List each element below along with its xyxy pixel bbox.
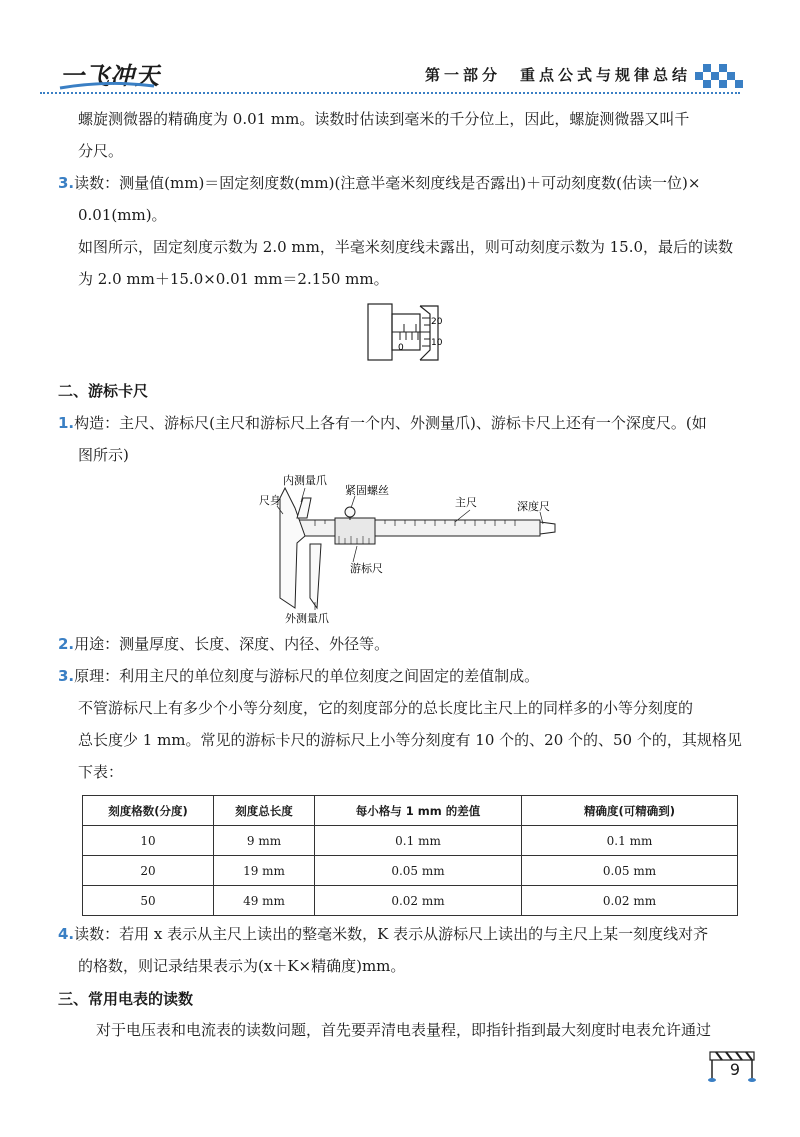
table-cell: 0.1 mm xyxy=(315,826,522,856)
table-cell: 0.02 mm xyxy=(315,886,522,916)
table-row xyxy=(83,886,738,916)
tick-label-20: 20 xyxy=(431,317,443,327)
table-cell: 9 mm xyxy=(214,826,315,856)
column-header: 每小格与 1 mm 的差值 xyxy=(315,796,522,826)
text-line: 对于电压表和电流表的读数问题，首先要弄清电表量程，即指针指到最大刻度时电表允许通过 xyxy=(96,1021,712,1039)
tick-label-0: 0 xyxy=(398,343,404,353)
paragraph xyxy=(78,231,748,295)
caliper-figure xyxy=(255,468,565,628)
text-line: 0.01(mm)。 xyxy=(78,206,167,224)
column-header: 刻度总长度 xyxy=(214,796,315,826)
brand-swoosh xyxy=(58,82,158,92)
item-number: 4. xyxy=(58,925,75,943)
item-number: 1. xyxy=(58,414,75,432)
label-main-scale: 主尺 xyxy=(455,496,477,509)
text-line: 分尺。 xyxy=(78,142,124,160)
text-line: 用途：测量厚度、长度、深度、内径、外径等。 xyxy=(74,635,390,653)
item-number: 3. xyxy=(58,174,75,192)
list-item xyxy=(58,167,748,231)
label-inner-jaw: 内测量爪 xyxy=(283,474,327,487)
table-cell: 0.05 mm xyxy=(315,856,522,886)
label-vernier: 游标尺 xyxy=(350,562,383,575)
list-item xyxy=(58,918,748,982)
tick-label-10: 10 xyxy=(431,338,443,348)
text-line: 不管游标尺上有多少个小等分刻度，它的刻度部分的总长度比主尺上的同样多的小等分刻度的 xyxy=(78,699,694,717)
brand-title: 一飞冲天 xyxy=(60,62,160,90)
text-line: 读数：测量值(mm)＝固定刻度数(mm)(注意半毫米刻度线是否露出)＋可动刻度数(估读一位)× xyxy=(74,174,701,192)
item-number: 2. xyxy=(58,635,75,653)
text-line: 下表： xyxy=(78,763,124,781)
text-line: 如图所示，固定刻度示数为 2.0 mm，半毫米刻度线未露出，则可动刻度示数为 15.0，最后的读数 xyxy=(78,238,734,256)
micrometer-figure xyxy=(360,298,460,370)
table-cell: 20 xyxy=(83,856,214,886)
column-header: 精确度(可精确到) xyxy=(522,796,738,826)
item-number: 3. xyxy=(58,667,75,685)
label-outer-jaw: 外测量爪 xyxy=(285,612,329,625)
table-cell: 10 xyxy=(83,826,214,856)
text-line: 的格数，则记录结果表示为(x＋K×精确度)mm。 xyxy=(78,957,406,975)
column-header: 刻度格数(分度) xyxy=(83,796,214,826)
table-row xyxy=(83,856,738,886)
paragraph xyxy=(96,1014,756,1046)
label-depth: 深度尺 xyxy=(517,500,550,513)
list-item xyxy=(58,660,748,692)
paragraph xyxy=(78,103,748,167)
section-heading: 二、游标卡尺 xyxy=(58,382,149,400)
text-line: 为 2.0 mm＋15.0×0.01 mm＝2.150 mm。 xyxy=(78,270,389,288)
table-cell: 0.1 mm xyxy=(522,826,738,856)
text-line: 构造：主尺、游标尺(主尺和游标尺上各有一个内、外测量爪)、游标卡尺上还有一个深度尺。(如 xyxy=(74,414,707,432)
table-cell: 50 xyxy=(83,886,214,916)
checker-decoration xyxy=(695,60,745,90)
text-line: 总长度少 1 mm。常见的游标卡尺的游标尺上小等分刻度有 10 个的、20 个的、50 个的，其规格见 xyxy=(78,731,742,749)
list-item xyxy=(58,407,748,471)
text-line: 读数：若用 x 表示从主尺上读出的整毫米数，K 表示从游标尺上读出的与主尺上某一刻度线对齐 xyxy=(74,925,709,943)
table-cell: 0.02 mm xyxy=(522,886,738,916)
page-number: 9 xyxy=(729,1060,741,1079)
table-cell: 0.05 mm xyxy=(522,856,738,886)
table-cell: 49 mm xyxy=(214,886,315,916)
spec-table xyxy=(82,795,738,916)
table-row xyxy=(83,826,738,856)
section-heading: 三、常用电表的读数 xyxy=(58,990,194,1008)
table-header-row xyxy=(83,796,738,826)
header-divider xyxy=(40,92,740,94)
paragraph xyxy=(78,692,748,788)
section-title: 第一部分 重点公式与规律总结 xyxy=(425,66,692,84)
text-line: 图所示) xyxy=(78,446,129,464)
label-screw: 紧固螺丝 xyxy=(345,484,389,497)
label-body: 尺身 xyxy=(259,494,281,507)
table-cell: 19 mm xyxy=(214,856,315,886)
text-line: 螺旋测微器的精确度为 0.01 mm。读数时估读到毫米的千分位上，因此，螺旋测微器又叫千 xyxy=(78,110,690,128)
list-item xyxy=(58,628,748,660)
text-line: 原理：利用主尺的单位刻度与游标尺的单位刻度之间固定的差值制成。 xyxy=(74,667,540,685)
